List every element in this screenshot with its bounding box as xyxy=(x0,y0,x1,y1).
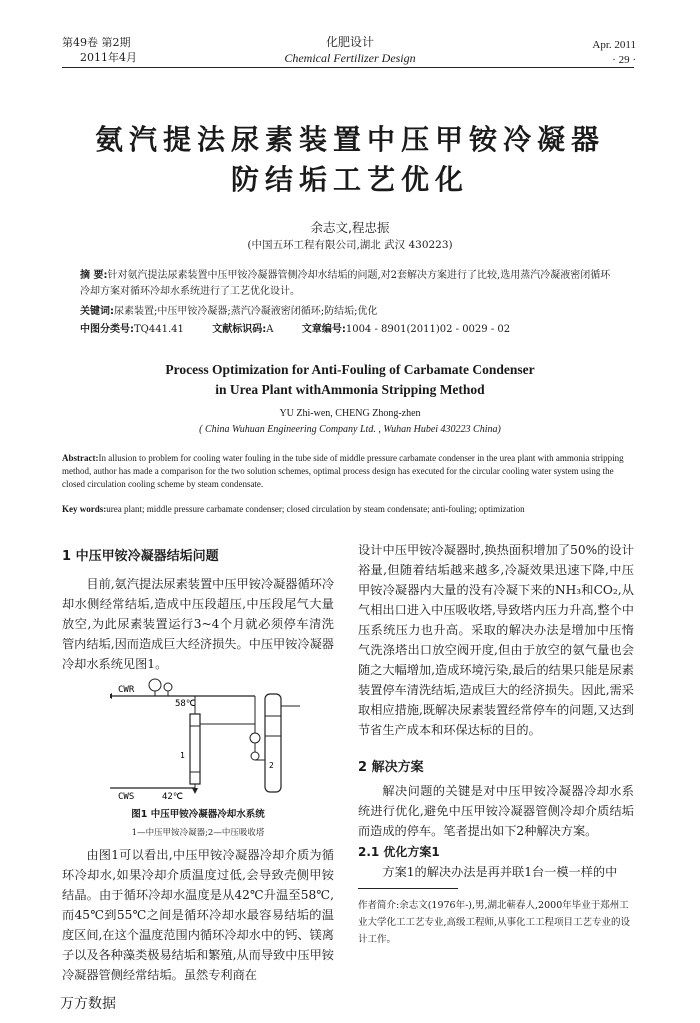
figure1-caption: 图1 中压甲铵冷凝器冷却水系统 xyxy=(131,809,265,820)
keywords-en-text: urea plant; middle pressure carbamate condenser; closed circulation by steam condensate; anti-fouling; optimization xyxy=(106,504,525,514)
tag1-label: 1 xyxy=(180,751,185,760)
keywords-cn-label: 关键词: xyxy=(80,306,114,317)
section1-para2 xyxy=(62,845,334,985)
authors-cn: 余志文,程忠振 xyxy=(310,220,390,235)
header-date-cn: 2011年4月 xyxy=(80,51,137,64)
authors-en: YU Zhi-wen, CHENG Zhong-zhen xyxy=(279,408,421,419)
figure1-legend: 1—中压甲铵冷凝器;2—中压吸收塔 xyxy=(131,828,265,838)
abstract-cn-text: 针对氨汽提法尿素装置中压甲铵冷凝器管侧冷却水结垢的问题,对2套解决方案进行了比较,选用蒸汽冷凝液密闭循环冷却方案对循环冷却水系统进行了工艺优化设计。 xyxy=(80,270,611,297)
tag2-label: 2 xyxy=(269,761,274,770)
classification-line xyxy=(80,322,620,338)
article-no-value: 1004 - 8901(2011)02 - 0029 - 02 xyxy=(345,324,511,335)
header-date-en: Apr. 2011 xyxy=(592,39,636,51)
header-page: · 29 · xyxy=(612,54,636,66)
header-volume: 第49卷 第2期 xyxy=(62,36,131,49)
temp-in-label: 42℃ xyxy=(162,792,183,802)
cwr-label: CWR xyxy=(118,685,135,695)
title-en-line1: Process Optimization for Anti-Fouling of Carbamate Condenser xyxy=(165,362,535,377)
cws-label: CWS xyxy=(118,792,135,802)
header-rule xyxy=(62,67,634,68)
section2-para-text: 解决问题的关键是对中压甲铵冷凝器冷却水系统进行优化,避免中压甲铵冷凝器管侧冷却介质结垢而造成的停车。笔者提出如下2种解决方案。 xyxy=(358,784,634,838)
keywords-cn-text: 尿素装置;中压甲铵冷凝器;蒸汽冷凝液密闭循环;防结垢;优化 xyxy=(114,306,378,317)
section1-heading: 1 中压甲铵冷凝器结垢问题 xyxy=(62,549,219,564)
keywords-en xyxy=(62,503,638,516)
abstract-cn-label: 摘 要: xyxy=(80,270,108,281)
abstract-en xyxy=(62,452,638,491)
subsection21-heading: 2.1 优化方案1 xyxy=(358,845,440,859)
header-journal-cn: 化肥设计 xyxy=(325,35,374,49)
clc-value: TQ441.41 xyxy=(134,324,184,335)
doccode-value: A xyxy=(266,324,274,335)
title-cn-line2: 防结垢工艺优化 xyxy=(230,163,469,196)
right-para1-text: 设计中压甲铵冷凝器时,换热面积增加了50%的设计裕量,但随着结垢越来越多,冷凝效果迅速下降,中压甲铵冷凝器内大量的没有冷凝下来的NH₃和CO₂,从气相出口进入中压吸收塔,导致塔内压力升高,整个中压系统压力也升高。采取的解决办法是增加中压惰气洗涤塔出口放空阀开度,但由于放空的氨气量也会随之大幅增加,造成环境污染,最后的结果只能是尿素装置停车清洗结垢,造成巨大的经济损失。因此,需采取相应措施,既解决尿素装置经常停车的问题,又达到节省生产成本和环保达标的目的。 xyxy=(358,543,634,737)
temp-out-label: 58℃ xyxy=(175,699,196,709)
keywords-cn xyxy=(80,304,620,320)
abstract-en-text: In allusion to problem for cooling water fouling in the tube side of middle pressure carbamate condenser in the urea plant with ammonia stripping method, author has made a comparison for the two solution schemes, optimal process design has executed for the circular cooling water system using the closed circulation cooling scheme by steam condensate. xyxy=(62,453,624,489)
section1-para1 xyxy=(62,574,334,674)
footnote-rule xyxy=(358,888,458,889)
footnote: 作者简介:余志文(1976年-),男,湖北蕲春人,2000年毕业于郑州工业大学化工工艺专业,高级工程师,从事化工工程项目工艺专业的设计工作。 xyxy=(358,900,631,945)
keywords-en-label: Key words: xyxy=(62,504,107,514)
subsection21-para-text: 方案1的解决办法是再并联1台一模一样的中 xyxy=(382,865,618,879)
abstract-cn xyxy=(80,268,620,300)
section1-para1-text: 目前,氨汽提法尿素装置中压甲铵冷凝器循环冷却水侧经常结垢,造成中压段超压,中压段尾气大量放空,为此尿素装置运行3~4个月就必须停车清洗管内结垢,因而造成巨大经济损失。中压甲铵冷凝器冷却水系统见图1。 xyxy=(62,577,335,671)
affiliation-en: ( China Wuhuan Engineering Company Ltd. , Wuhan Hubei 430223 China) xyxy=(199,424,501,435)
section2-para xyxy=(358,781,634,841)
right-para1 xyxy=(358,540,634,740)
header-journal-en: Chemical Fertilizer Design xyxy=(284,51,416,65)
title-cn-line1: 氨汽提法尿素装置中压甲铵冷凝器 xyxy=(94,123,605,156)
abstract-en-label: Abstract: xyxy=(62,453,99,463)
article-no-label: 文章编号: xyxy=(301,324,346,335)
section1-para2-text: 由图1可以看出,中压甲铵冷凝器冷却介质为循环冷却水,如果冷却介质温度过低,会导致壳侧甲铵结晶。由于循环冷却水温度是从42℃升温至58℃,而45℃到55℃之间是循环冷却水最容易结垢的温度区间,在这个温度范围内循环冷却水中的钙、镁离子以及各种藻类极易结垢和繁殖,从而导致中压甲铵冷凝器管侧经常结垢。虽然专利商在 xyxy=(62,848,334,982)
watermark-text: 万方数据 xyxy=(60,996,116,1012)
title-en-line2: in Urea Plant withAmmonia Stripping Method xyxy=(215,382,485,397)
subsection21-para xyxy=(358,862,634,882)
affiliation-cn: (中国五环工程有限公司,湖北 武汉 430223) xyxy=(247,239,453,251)
clc-label: 中图分类号: xyxy=(80,324,134,335)
section2-heading: 2 解决方案 xyxy=(358,760,424,775)
figure1-diagram xyxy=(110,676,310,802)
doccode-label: 文献标识码: xyxy=(212,324,267,335)
